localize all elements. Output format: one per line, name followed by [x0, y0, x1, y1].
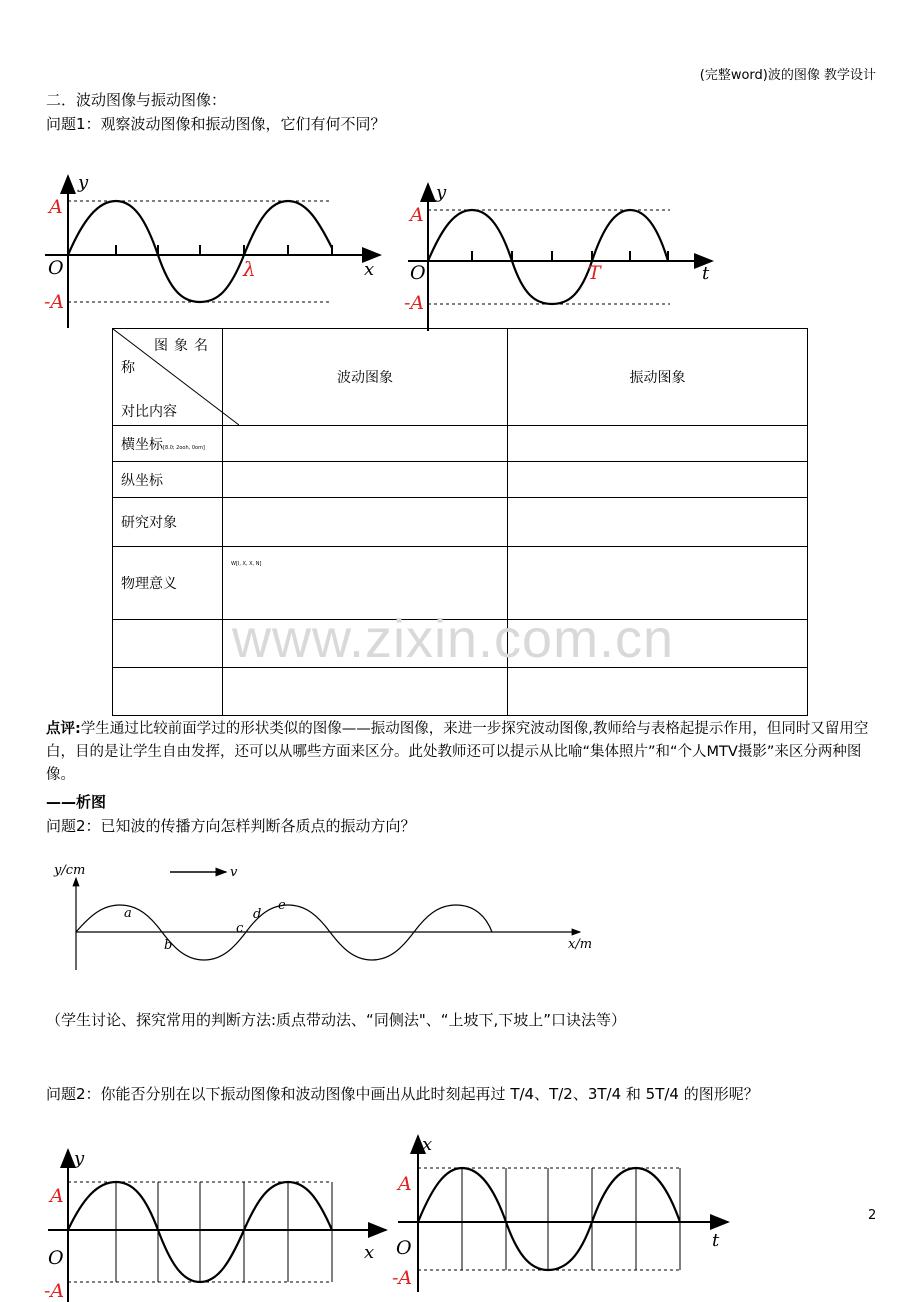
table-cell	[508, 462, 808, 498]
table-cell: W[I, X, X, N]	[223, 547, 508, 620]
col-header-wave: 波动图象	[223, 329, 508, 426]
point-c: c	[236, 921, 244, 936]
x-label: x	[422, 1134, 433, 1155]
amplitude-label: A	[49, 196, 63, 218]
neg-amplitude-label: -A	[404, 292, 425, 314]
neg-amplitude-label: -A	[392, 1267, 413, 1289]
grid-wave-graph	[40, 1144, 390, 1302]
table-cell	[508, 547, 808, 620]
t-label: t	[702, 263, 710, 284]
velocity-label: v	[230, 865, 238, 880]
table-row-label: 研究对象	[113, 498, 223, 547]
vibration-graph	[398, 176, 728, 331]
table-cell	[223, 620, 508, 668]
origin-label: O	[48, 257, 64, 279]
x-label: x	[364, 1242, 375, 1263]
table-cell	[223, 426, 508, 462]
question-1: 问题1：观察波动图像和振动图像，它们有何不同？	[46, 115, 386, 133]
period-label: T	[588, 262, 601, 284]
x-label: x	[364, 259, 375, 280]
col-header-vibration: 振动图象	[508, 329, 808, 426]
propagation-graph	[50, 856, 610, 974]
comment-paragraph	[46, 718, 876, 787]
point-a: a	[124, 906, 132, 921]
y-label: y	[78, 172, 89, 193]
header-diag-mid: 称	[121, 360, 135, 376]
table-row-label: 物理意义	[113, 547, 223, 620]
origin-label: O	[396, 1237, 412, 1259]
table-row-label: 横坐标[8.0; 2ooh, 0om]	[113, 426, 223, 462]
amplitude-label: A	[50, 1185, 64, 1207]
neg-amplitude-label: -A	[44, 1280, 65, 1302]
question-2: 问题2：已知波的传播方向怎样判断各质点的振动方向？	[46, 817, 416, 835]
t-label: t	[712, 1230, 720, 1251]
point-e: e	[278, 898, 286, 913]
comment-text: 学生通过比较前面学过的形状类似的图像——振动图像，来进一步探究波动图像,教师给与表格起提示作用，但同时又留用空白，目的是让学生自由发挥，还可以从哪些方面来区分。此处教师还可以提示从比喻“集体照片”和“个人MTV摄影”来区分两种图像。	[46, 721, 869, 783]
table-cell	[223, 668, 508, 716]
table-diagonal-header	[113, 329, 223, 426]
page-header: (完整word)波的图像 教学设计	[699, 68, 876, 83]
table-cell	[223, 498, 508, 547]
y-label: y	[436, 182, 447, 203]
origin-label: O	[410, 262, 426, 284]
wave-graph	[40, 168, 390, 333]
vibration-curve	[428, 210, 668, 304]
neg-amplitude-label: -A	[44, 291, 65, 313]
y-label: y	[74, 1148, 85, 1169]
amplitude-label: A	[398, 1173, 412, 1195]
comparison-table	[112, 328, 808, 716]
point-d: d	[253, 907, 262, 922]
grid-vibration-graph	[388, 1132, 738, 1292]
discussion-note: （学生讨论、探究常用的判断方法:质点带动法、“同侧法"、“上坡下,下坡上”口诀法等）	[46, 1011, 627, 1029]
point-b: b	[164, 938, 173, 953]
wavelength-label: λ	[243, 257, 256, 281]
y-label: y/cm	[54, 863, 86, 878]
table-cell	[508, 426, 808, 462]
table-cell	[508, 668, 808, 716]
x-label: x/m	[568, 937, 593, 952]
table-cell	[508, 620, 808, 668]
comment-label: 点评:	[46, 721, 81, 737]
table-row-label	[113, 620, 223, 668]
subheading: ——析图	[46, 793, 107, 811]
page-number: 2	[868, 1208, 877, 1223]
table-cell	[508, 498, 808, 547]
header-diag-top: 图象名	[154, 338, 214, 354]
vibration-curve	[418, 1168, 680, 1270]
section-title: 二．波动图像与振动图像：	[46, 91, 227, 109]
question-3: 问题2：你能否分别在以下振动图像和波动图像中画出从此时刻起再过 T/4、T/2、3T/4 和 5T/4 的图形呢？	[46, 1085, 759, 1103]
table-row-label: 纵坐标	[113, 462, 223, 498]
header-diag-bottom: 对比内容	[121, 404, 177, 420]
grid-lines	[462, 1168, 680, 1270]
watermark: www.zixin.com.cn	[232, 609, 675, 669]
table-cell	[223, 462, 508, 498]
origin-label: O	[48, 1247, 64, 1269]
amplitude-label: A	[410, 204, 424, 226]
table-row-label	[113, 668, 223, 716]
